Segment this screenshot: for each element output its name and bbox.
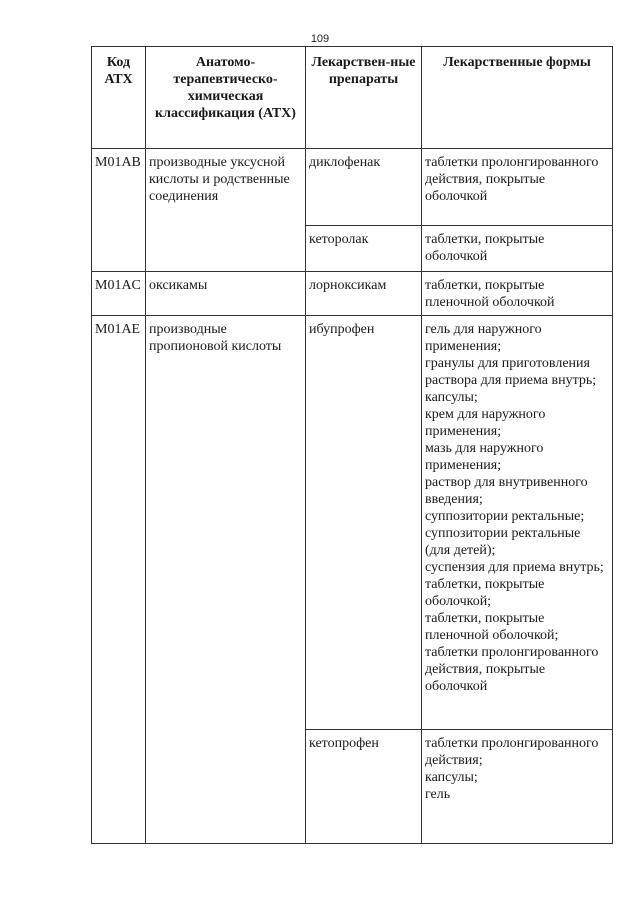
classification-cell: производные пропионовой кислоты [146, 316, 306, 844]
drug-form-item: суппозитории ректальные; [425, 509, 585, 524]
drug-form-item: таблетки, покрытые оболочкой; [425, 577, 545, 609]
table-row [92, 316, 613, 730]
header-classification: Анатомо-терапевтическо-химическая классификация (АТХ) [146, 47, 306, 149]
drug-form-item: крем для наружного применения; [425, 407, 546, 439]
drug-name-cell: ибупрофен [306, 316, 422, 730]
drug-forms-cell [422, 316, 613, 730]
drug-form-item: мазь для наружного применения; [425, 441, 544, 473]
drug-form-item: таблетки пролонгированного действия, покрытые оболочкой [425, 645, 599, 694]
drug-forms-cell [422, 272, 613, 316]
drug-forms-cell [422, 149, 613, 226]
atx-code-cell: M01AB [92, 149, 146, 272]
drug-form-item: таблетки пролонгированного действия; [425, 736, 599, 768]
table-row [92, 149, 613, 226]
header-drugs: Лекарствен-ные препараты [306, 47, 422, 149]
drug-form-item: капсулы; [425, 390, 478, 405]
drug-name-cell: лорноксикам [306, 272, 422, 316]
header-code: Код АТХ [92, 47, 146, 149]
atx-code-cell: M01AC [92, 272, 146, 316]
drug-form-item: суспензия для приема внутрь; [425, 560, 604, 575]
drug-form-item: гель для наружного применения; [425, 322, 542, 354]
drug-form-item: суппозитории ректальные (для детей); [425, 526, 581, 558]
drug-forms-cell [422, 226, 613, 272]
classification-cell: производные уксусной кислоты и родственные соединения [146, 149, 306, 272]
drug-form-item: таблетки, покрытые пленочной оболочкой; [425, 611, 559, 643]
drug-form-item: таблетки пролонгированного действия, покрытые оболочкой [425, 155, 599, 204]
drug-form-item: гранулы для приготовления раствора для приема внутрь; [425, 356, 597, 388]
page-number: 109 [310, 33, 330, 45]
atx-code-cell: M01AE [92, 316, 146, 844]
drug-name-cell: диклофенак [306, 149, 422, 226]
drug-form-item: раствор для внутривенного введения; [425, 475, 588, 507]
table-header-row [92, 47, 613, 149]
drug-name-cell: кетопрофен [306, 730, 422, 844]
drug-form-item: гель [425, 787, 451, 802]
header-forms: Лекарственные формы [422, 47, 613, 149]
table-row [92, 272, 613, 316]
drug-form-item: таблетки, покрытые оболочкой [425, 232, 545, 264]
drug-name-cell: кеторолак [306, 226, 422, 272]
classification-cell: оксикамы [146, 272, 306, 316]
drug-forms-cell [422, 730, 613, 844]
drug-form-item: капсулы; [425, 770, 478, 785]
atx-table [91, 46, 613, 844]
drug-form-item: таблетки, покрытые пленочной оболочкой [425, 278, 555, 310]
